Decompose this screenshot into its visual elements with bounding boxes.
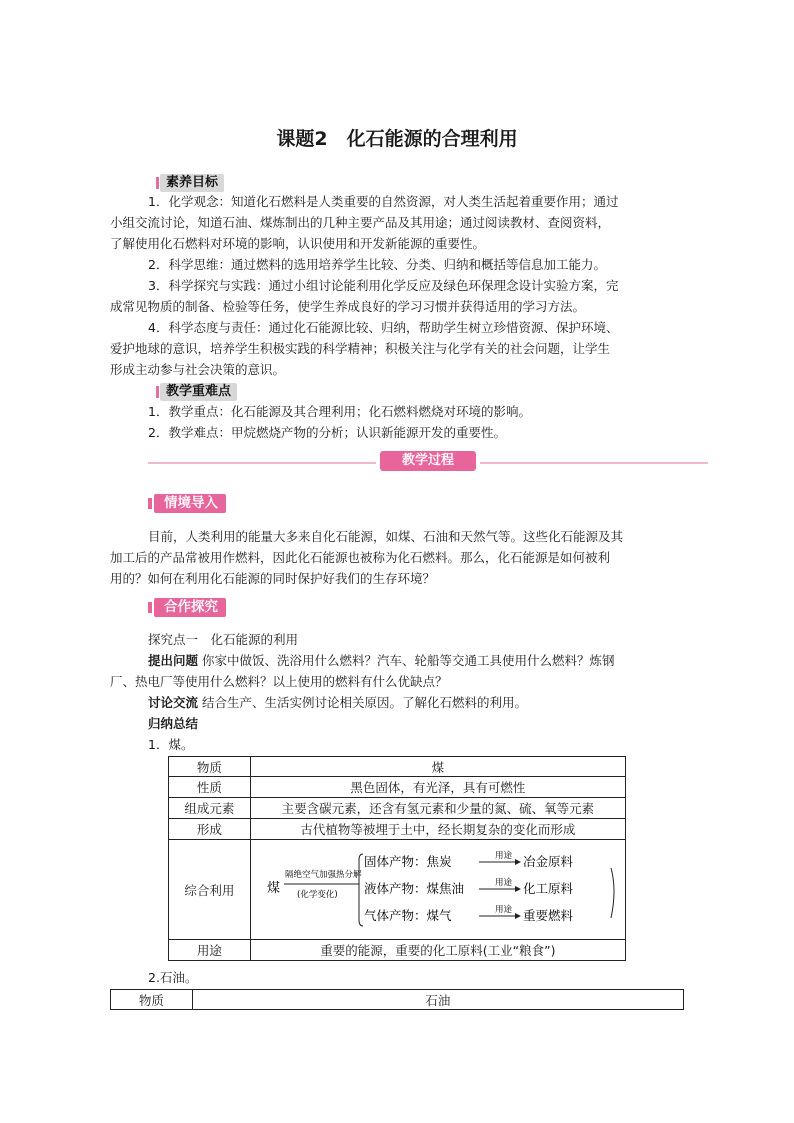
question-text-2: 厂、热电厂等使用什么燃料？以上使用的燃料有什么优缺点？ bbox=[110, 674, 448, 689]
intro-heading: 情境导入 bbox=[154, 494, 226, 513]
arrow-head bbox=[515, 859, 521, 865]
product-use: 冶金原料 bbox=[522, 854, 573, 869]
text-line: 目前，人类利用的能量大多来自化石能源，如煤、石油和天然气等。这些化石能源及其 bbox=[148, 529, 624, 544]
oil-table bbox=[110, 989, 684, 1010]
product-name: 液体产物：煤焦油 bbox=[363, 881, 464, 896]
discuss-line bbox=[148, 693, 686, 713]
text-line: 爱护地球的意识，培养学生积极实践的科学精神；积极关注与化学有关的社会问题，让学生 bbox=[110, 341, 611, 356]
discuss-text: 结合生产、生活实例讨论相关原因。了解化石燃料的利用。 bbox=[202, 695, 528, 710]
coal-key: 形成 bbox=[169, 819, 251, 840]
diagram-right-brace bbox=[611, 868, 614, 918]
text-line: 1．化学观念：知道化石燃料是人类重要的自然资源，对人类生活起着重要作用；通过 bbox=[148, 194, 619, 209]
coal-key: 组成元素 bbox=[169, 798, 251, 819]
oil-val: 石油 bbox=[192, 990, 683, 1010]
text-line: 3．科学探究与实践：通过小组讨论能利用化学反应及绿色环保理念设计实验方案，完 bbox=[148, 278, 619, 293]
diagram-source: 煤 bbox=[266, 881, 280, 896]
text-line: 小组交流讨论，知道石油、煤炼制出的几种主要产品及其用途；通过阅读教材、查阅资料， bbox=[110, 215, 611, 230]
arrow-label: 用途 bbox=[494, 851, 512, 861]
page-title: 课题2 化石能源的合理利用 bbox=[276, 128, 518, 150]
oil-key: 物质 bbox=[111, 990, 193, 1010]
item-coal: 1．煤。 bbox=[148, 737, 194, 752]
diagram-left-brace bbox=[359, 854, 363, 926]
coal-key: 性质 bbox=[169, 777, 251, 798]
coal-val: 黑色固体，有光泽，具有可燃性 bbox=[250, 777, 625, 798]
arrow-label: 用途 bbox=[494, 905, 512, 915]
product-name: 气体产物：煤气 bbox=[363, 908, 452, 923]
coal-val: 重要的能源，重要的化工原料(工业“粮食”) bbox=[250, 940, 625, 961]
question-label: 提出问题 bbox=[148, 653, 199, 668]
explore-heading: 合作探究 bbox=[154, 598, 226, 617]
text-line: 1．教学重点：化石能源及其合理利用；化石燃料燃烧对环境的影响。 bbox=[148, 404, 531, 419]
keypoints-heading: 教学重难点 bbox=[160, 383, 237, 401]
coal-val: 煤 bbox=[250, 757, 625, 777]
diagram-process-top: 隔绝空气加强热分解 bbox=[284, 870, 362, 880]
goals-heading: 素养目标 bbox=[160, 174, 224, 192]
process-label: 教学过程 bbox=[380, 451, 476, 471]
text-line: 用的？如何在利用化石能源的同时保护好我们的生存环境？ bbox=[110, 571, 436, 586]
product-use: 化工原料 bbox=[522, 881, 573, 896]
coal-table bbox=[168, 756, 626, 961]
text-line: 2．教学难点：甲烷燃烧产物的分析；认识新能源开发的重要性。 bbox=[148, 425, 506, 440]
coal-val: 古代植物等被埋于土中，经长期复杂的变化而形成 bbox=[250, 819, 625, 840]
product-use: 重要燃料 bbox=[522, 908, 573, 923]
text-line: 4．科学态度与责任：通过化石能源比较、归纳，帮助学生树立珍惜资源、保护环境、 bbox=[148, 320, 619, 335]
arrow-label: 用途 bbox=[494, 878, 512, 888]
coal-key: 综合利用 bbox=[169, 840, 251, 940]
text-line: 加工后的产品常被用作燃料，因此化石能源也被称为化石燃料。那么，化石能源是如何被利 bbox=[110, 550, 611, 565]
diagram-process-bottom: (化学变化) bbox=[296, 890, 338, 900]
coal-key: 用途 bbox=[169, 940, 251, 961]
question-text: 你家中做饭、洗浴用什么燃料？汽车、轮船等交通工具使用什么燃料？炼钢 bbox=[202, 653, 615, 668]
coal-val: 主要含碳元素，还含有氢元素和少量的氮、硫、氧等元素 bbox=[250, 798, 625, 819]
coal-key: 物质 bbox=[169, 757, 251, 777]
coal-diagram-cell bbox=[250, 840, 625, 940]
summary-label: 归纳总结 bbox=[148, 716, 199, 731]
question-line bbox=[148, 651, 686, 671]
discuss-label: 讨论交流 bbox=[148, 695, 199, 710]
item-oil: 2.石油。 bbox=[148, 970, 198, 985]
text-line: 成常见物质的制备、检验等任务，使学生养成良好的学习习惯并获得适用的学习方法。 bbox=[110, 299, 586, 314]
text-line: 2．科学思维：通过燃料的选用培养学生比较、分类、归纳和概括等信息加工能力。 bbox=[148, 257, 606, 272]
coal-diagram bbox=[251, 840, 627, 940]
arrow-head bbox=[515, 913, 521, 919]
text-line: 形成主动参与社会决策的意识。 bbox=[110, 362, 286, 377]
text-line: 了解使用化石燃料对环境的影响，认识使用和开发新能源的重要性。 bbox=[110, 236, 486, 251]
product-name: 固体产物：焦炭 bbox=[363, 854, 452, 869]
arrow-head bbox=[515, 886, 521, 892]
explore-point: 探究点一 化石能源的利用 bbox=[148, 632, 299, 647]
